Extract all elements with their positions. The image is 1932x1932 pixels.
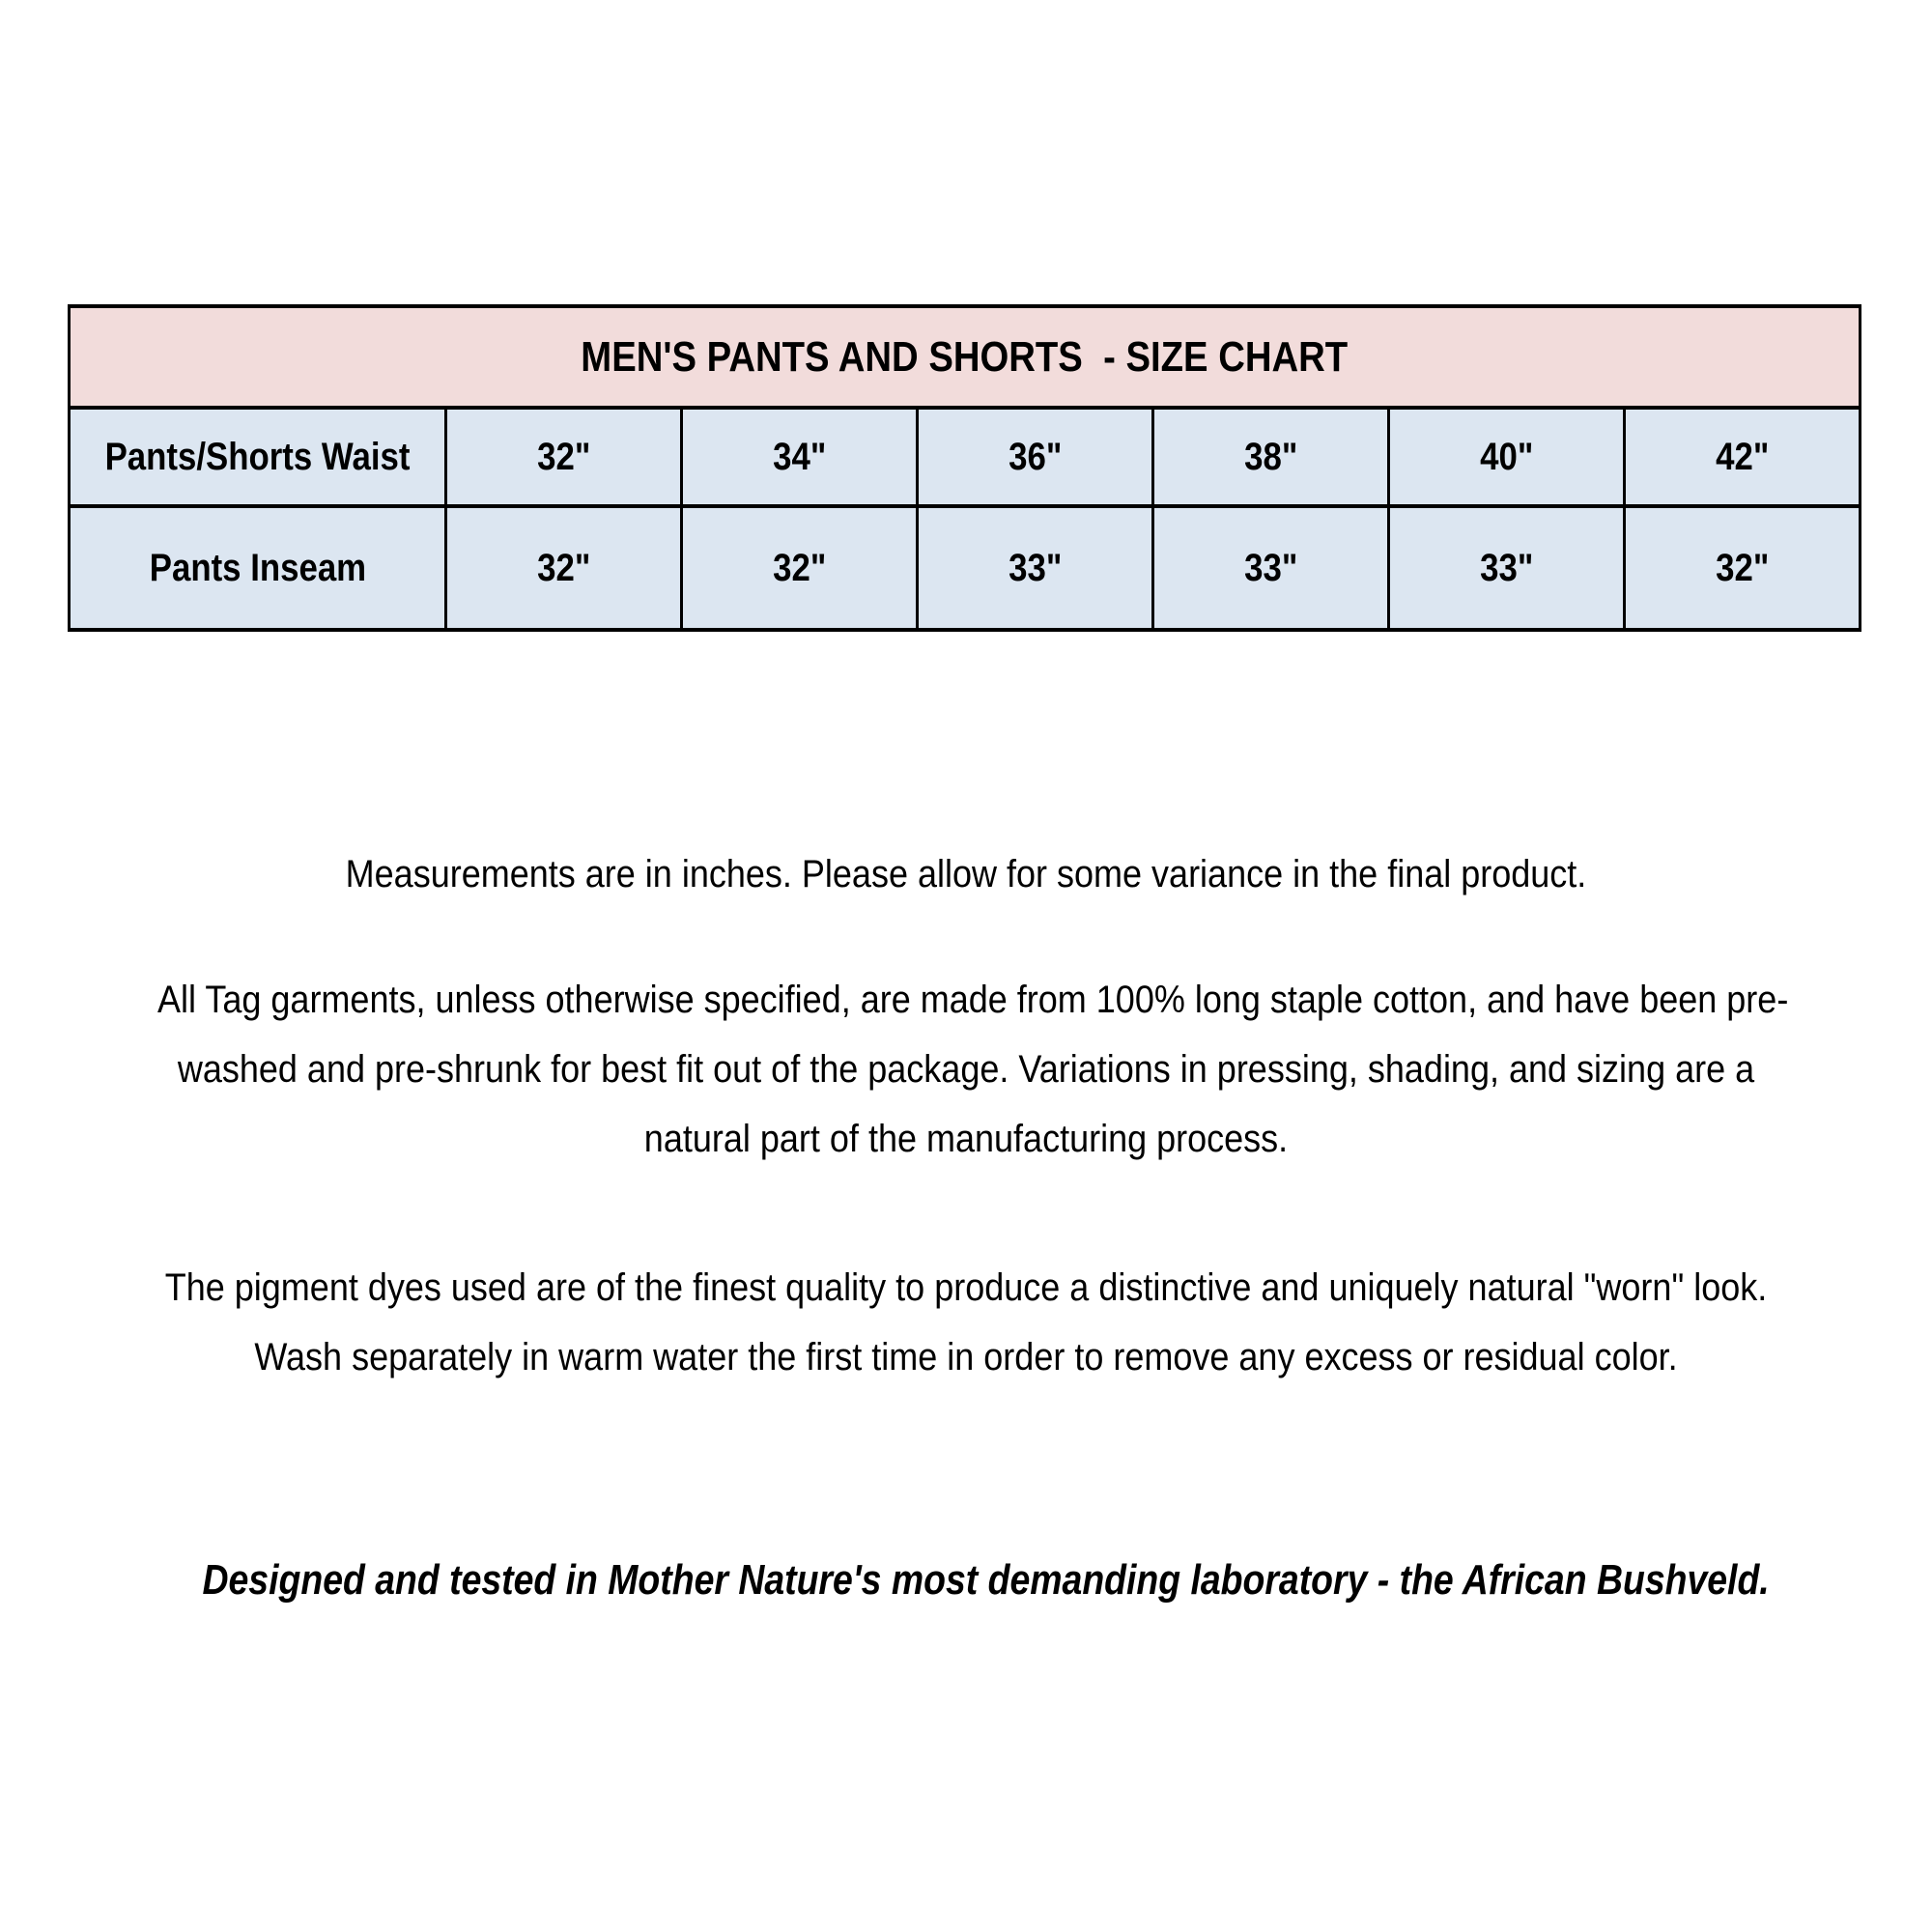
waist-value-4: 38" [1243,435,1298,478]
inseam-value-cell [446,506,682,630]
waist-value-6: 42" [1715,435,1770,478]
waist-value-cell [682,408,918,506]
waist-value-2: 34" [772,435,827,478]
waist-value-cell [1153,408,1389,506]
row-label-cell [70,408,446,506]
table-row-inseam [70,506,1861,630]
footer-tagline [68,1546,1864,1615]
paragraph-dyes [68,1253,1864,1392]
paragraph-line: All Tag garments, unless otherwise specified, are made from 100% long staple cotton, and have been pre- [157,979,1789,1021]
paragraph-line: washed and pre-shrunk for best fit out of the package. Variations in pressing, shading, and sizing are a [177,1048,1755,1091]
size-chart-table [68,304,1861,632]
inseam-value-1: 32" [536,546,591,589]
table-title-cell [70,306,1861,408]
paragraph-line: natural part of the manufacturing process. [643,1118,1289,1160]
table-title: MEN'S PANTS AND SHORTS - SIZE CHART [581,332,1349,381]
waist-value-1: 32" [536,435,591,478]
paragraph-measurements [68,839,1864,909]
waist-value-cell [1389,408,1625,506]
inseam-value-cell [1389,506,1625,630]
waist-value-3: 36" [1008,435,1063,478]
row-label-cell [70,506,446,630]
paragraph-line: The pigment dyes used are of the finest quality to produce a distinctive and uniquely natural "worn" look. [164,1266,1768,1309]
inseam-value-6: 32" [1715,546,1770,589]
row-label-inseam: Pants Inseam [149,546,366,589]
waist-value-cell [446,408,682,506]
waist-value-cell [1625,408,1861,506]
row-label-waist: Pants/Shorts Waist [104,435,411,478]
inseam-value-2: 32" [772,546,827,589]
table-title-row [70,306,1861,408]
footer-tagline-text: Designed and tested in Mother Nature's most demanding laboratory - the African Bushveld. [202,1556,1770,1604]
inseam-value-4: 33" [1243,546,1298,589]
inseam-value-cell [1625,506,1861,630]
inseam-value-5: 33" [1479,546,1534,589]
paragraph-garments [68,965,1864,1174]
inseam-value-cell [918,506,1153,630]
waist-value-cell [918,408,1153,506]
waist-value-5: 40" [1479,435,1534,478]
table-row-waist [70,408,1861,506]
inseam-value-3: 33" [1008,546,1063,589]
paragraph-line: Wash separately in warm water the first time in order to remove any excess or residual color. [254,1336,1678,1378]
inseam-value-cell [682,506,918,630]
inseam-value-cell [1153,506,1389,630]
paragraph-line: Measurements are in inches. Please allow for some variance in the final product. [345,853,1587,895]
